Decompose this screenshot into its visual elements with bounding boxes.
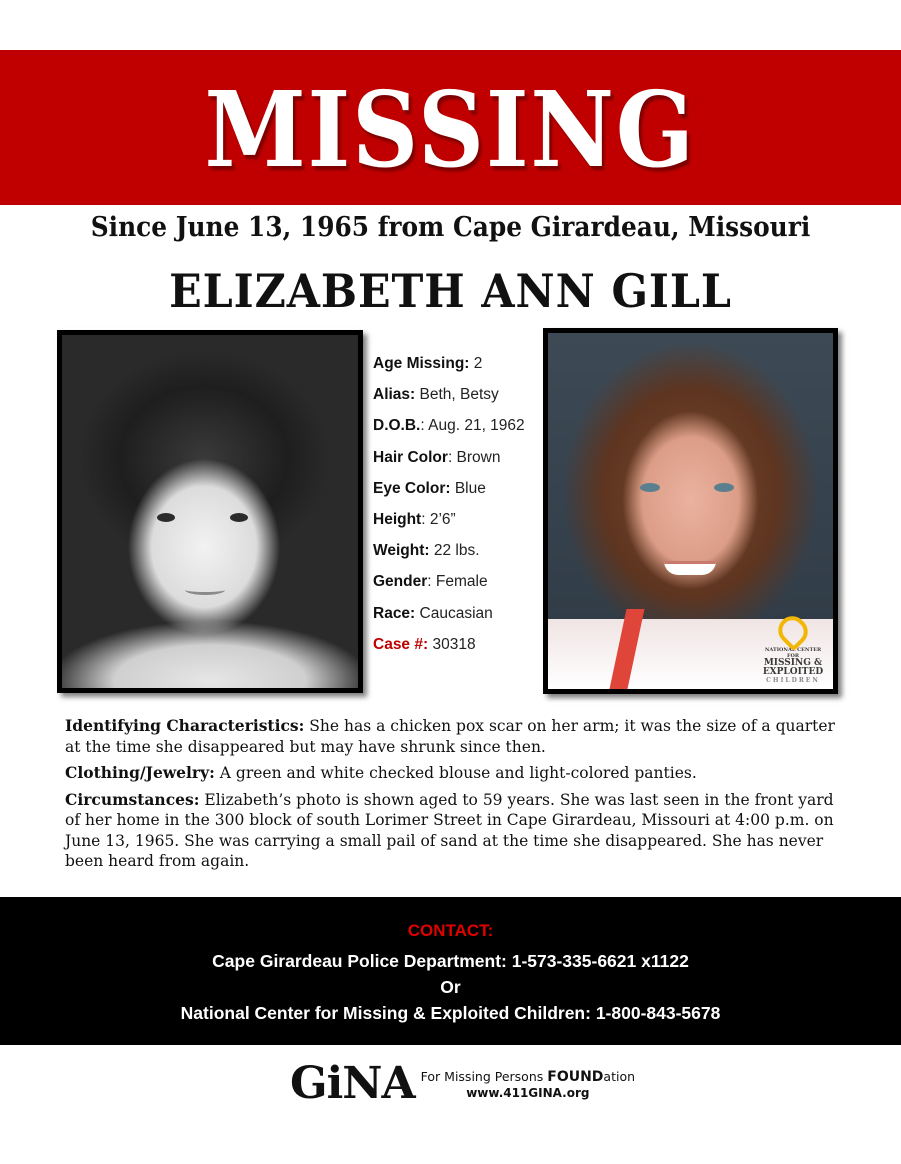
banner-title: MISSING [204,67,697,191]
detail-gender: Gender: Female [373,573,488,591]
age-progressed-photo [543,328,838,694]
clothing-jewelry: Clothing/Jewelry: A green and white checked blouse and light-colored panties. [65,763,697,782]
detail-case-number: Case #: 30318 [373,635,476,653]
missing-since-line: Since June 13, 1965 from Cape Girardeau, Missouri [90,212,811,243]
child-mouth [185,585,225,595]
adult-eye-right [714,483,734,492]
contact-police: Cape Girardeau Police Department: 1-573-335-6621 x1122 [212,951,689,971]
detail-weight: Weight: 22 lbs. [373,542,480,560]
contact-title: CONTACT: [407,921,494,940]
gina-url[interactable]: www.411GINA.org [466,1085,590,1100]
child-eye-right [230,513,248,522]
detail-dob: D.O.B.: Aug. 21, 1962 [373,417,525,435]
description-section [65,716,845,878]
contact-section [0,897,901,1045]
details-list [373,355,548,667]
missing-banner [0,50,901,205]
detail-hair-color: Hair Color: Brown [373,448,501,466]
adult-mouth [664,561,716,575]
gina-foundation-logo [290,1058,636,1109]
ncmec-logo: NATIONAL CENTER FOR MISSING & EXPLOITED CHILDREN [759,617,827,683]
child-eye-left [157,513,175,522]
adult-eye-left [640,483,660,492]
circumstances: Circumstances: Elizabeth’s photo is shown aged to 59 years. She was last seen in the front yard of her home in the 300 block of south Lorimer Street in Cape Girardeau, Missouri at 4:00 p.m. on June 13, 1965. She was carrying a small pail of sand at the time she disappeared. She has never been heard from again. [65,789,834,870]
heart-icon [772,610,813,651]
detail-height: Height: 2’6” [373,510,456,528]
person-name: ELIZABETH ANN GILL [169,264,732,318]
contact-or: Or [440,977,461,997]
gina-text [421,1069,635,1100]
childhood-photo [57,330,363,693]
detail-race: Race: Caucasian [373,604,493,622]
gina-logo-mark: GiNA [290,1058,415,1109]
contact-ncmec: National Center for Missing & Exploited Children: 1-800-843-5678 [180,1003,721,1023]
identifying-characteristics: Identifying Characteristics: She has a chicken pox scar on her arm; it was the size of a quarter at the time she disappeared but may have shrunk since then. [65,716,835,756]
detail-eye-color: Eye Color: Blue [373,479,486,497]
gina-tagline: For Missing Persons FOUNDation [420,1068,636,1085]
detail-alias: Alias: Beth, Betsy [373,386,499,404]
detail-age-missing: Age Missing: 2 [373,355,483,372]
